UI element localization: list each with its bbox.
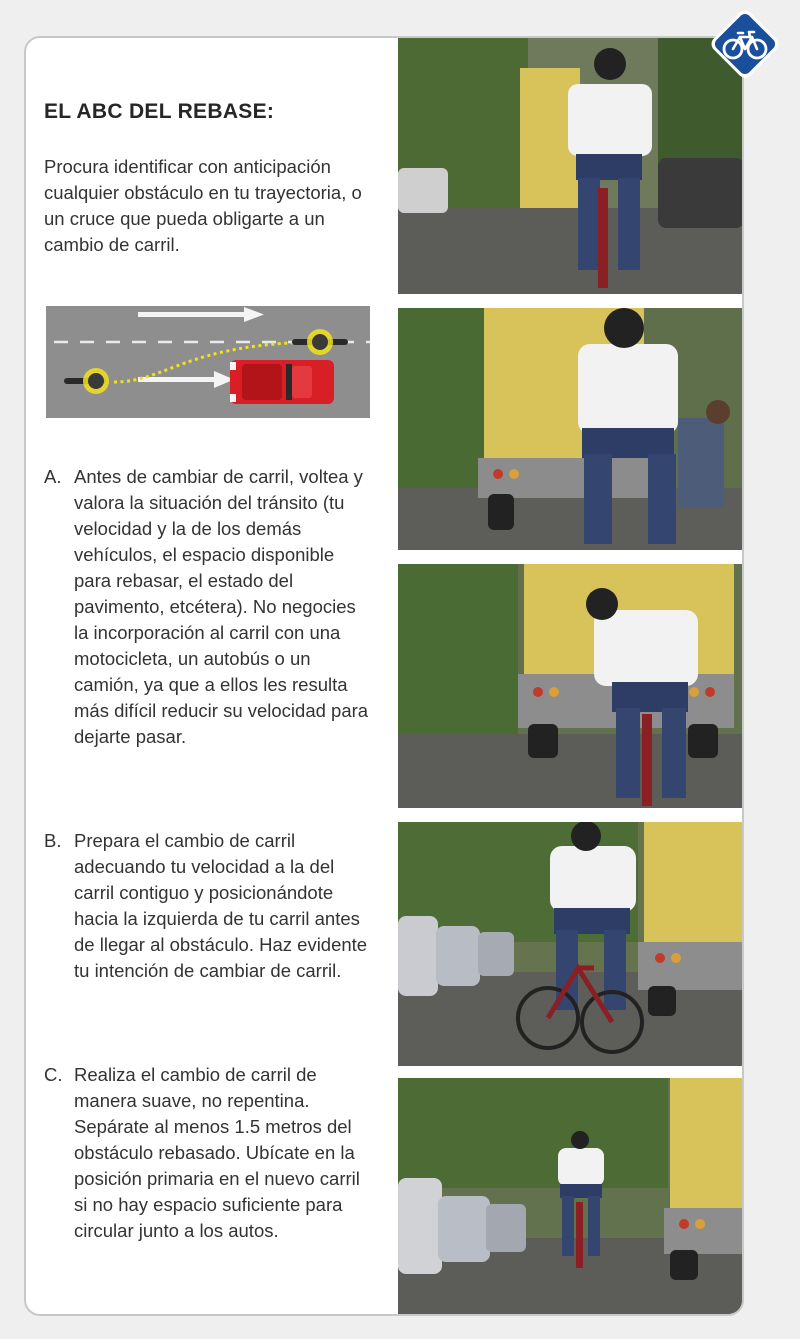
red-car [230, 360, 334, 404]
step-b [44, 828, 374, 984]
text-column [26, 38, 398, 1314]
bicycle-icon [705, 4, 785, 84]
step-letter: A. [44, 466, 62, 487]
step-text: Realiza el cambio de carril de manera suave, no repentina. Sepárate al menos 1.5 metros del obstáculo rebasado. Ubícate en la posición primaria en el nuevo carril si no hay espacio suficiente para circular junto a los autos. [74, 1064, 360, 1241]
step-text: Prepara el cambio de carril adecuando tu velocidad a la del carril contiguo y posicionándote hacia la izquierda de tu carril antes de llegar al obstáculo. Haz evidente tu intención de cambiar de carril. [74, 830, 368, 981]
photo-column [398, 38, 744, 1314]
step-text: Antes de cambiar de carril, voltea y valora la situación del tránsito (tu velocidad y la de los demás vehículos, el espacio disponible para rebasar, el estado del pavimento, etcétera). No negocies la incorporación al carril con una motocicleta, un autobús o un camión, ya que a ellos les resulta más difícil reducir su velocidad para dejarte pasar. [74, 466, 369, 747]
photo-cyclist-3 [398, 564, 744, 808]
step-letter: B. [44, 830, 62, 851]
overtake-diagram [46, 306, 370, 418]
page-title: EL ABC DEL REBASE: [44, 100, 275, 123]
photo-cyclist-1 [398, 38, 744, 294]
photo-cyclist-4 [398, 822, 744, 1066]
content-card [24, 36, 744, 1316]
step-letter: C. [44, 1064, 63, 1085]
step-c [44, 1062, 374, 1244]
intro-paragraph: Procura identificar con anticipación cualquier obstáculo en tu trayectoria, o un cruce que pueda obligarte a un cambio de carril. [44, 156, 362, 255]
photo-cyclist-5 [398, 1078, 744, 1316]
photo-cyclist-2 [398, 308, 744, 550]
step-a [44, 464, 374, 750]
